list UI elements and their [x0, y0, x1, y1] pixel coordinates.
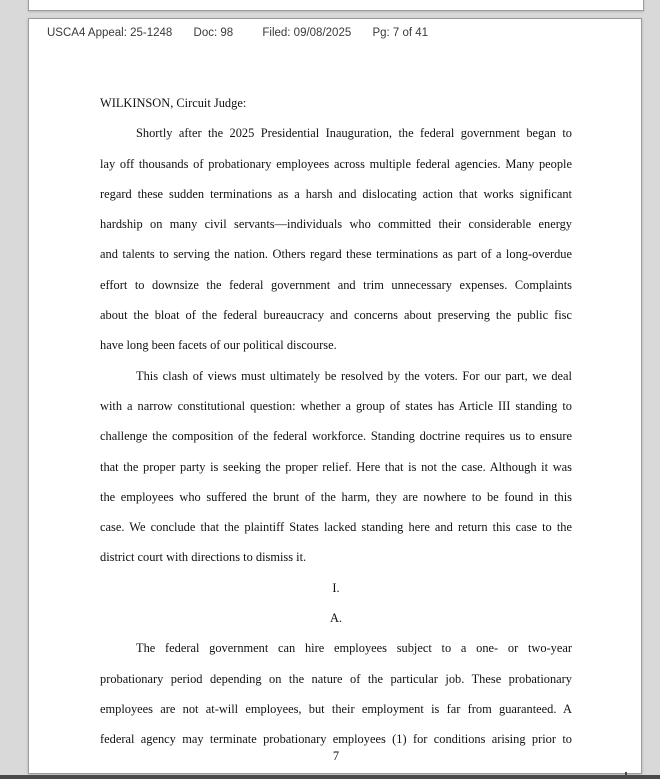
author-line: WILKINSON, Circuit Judge: [100, 96, 247, 110]
subsection-heading: A. [329, 611, 343, 626]
text-line: hardship on many civil servants—individuals who committed their considerable energy [100, 217, 572, 232]
previous-page-edge [28, 0, 644, 11]
text-line: and talents to serving the nation. Others regard these terminations as part of a long-overdue [100, 247, 572, 262]
text-line: lay off thousands of probationary employees across multiple federal agencies. Many people [100, 156, 572, 171]
text-line: have long been facets of our political discourse. [100, 338, 337, 353]
text-line: that the proper party is seeking the proper relief. Here that is not the case. Although it was [100, 459, 572, 474]
text-line: with a narrow constitutional question: whether a group of states has Article III standing to [100, 398, 572, 413]
text-line: about the bloat of the federal bureaucracy and concerns about preserving the public fisc [100, 308, 572, 323]
court-filing-header [47, 27, 428, 39]
text-line: challenge the composition of the federal workforce. Standing doctrine requires us to ensure [100, 429, 572, 444]
text-line: Shortly after the 2025 Presidential Inauguration, the federal government began to [136, 126, 572, 141]
text-line: effort to downsize the federal government and trim unnecessary expenses. Complaints [100, 277, 572, 292]
text-line: This clash of views must ultimately be resolved by the voters. For our part, we deal [136, 368, 572, 383]
paragraph-1 [100, 118, 572, 360]
header-page-count: Pg: 7 of 41 [372, 27, 429, 39]
text-line: case. We conclude that the plaintiff States lacked standing here and return this case to the [100, 520, 572, 535]
paragraph-3 [100, 633, 572, 754]
text-line: employees are not at-will employees, but their employment is far from guaranteed. A [100, 701, 572, 716]
paragraph-2 [100, 361, 572, 573]
text-line: regard these sudden terminations as a harsh and dislocating action that works significant [100, 186, 572, 201]
text-line: probationary period depending on the nature of the particular job. These probationary [100, 671, 572, 686]
section-heading: I. [332, 580, 340, 595]
page-number: 7 [332, 749, 340, 763]
bottom-toolbar-edge [0, 775, 660, 779]
text-line: The federal government can hire employees subject to a one- or two-year [136, 641, 572, 656]
opinion-body [100, 88, 572, 755]
text-line: district court with directions to dismiss it. [100, 550, 307, 565]
text-line: federal agency may terminate probationary employees (1) for conditions arising prior to [100, 732, 572, 747]
header-case-number: USCA4 Appeal: 25-1248 [47, 27, 173, 39]
header-filed-date: Filed: 09/08/2025 [262, 27, 352, 39]
header-doc-number: Doc: 98 [193, 27, 234, 39]
text-line: the employees who suffered the brunt of the harm, they are nowhere to be found in this [100, 489, 572, 504]
document-page [28, 18, 642, 774]
